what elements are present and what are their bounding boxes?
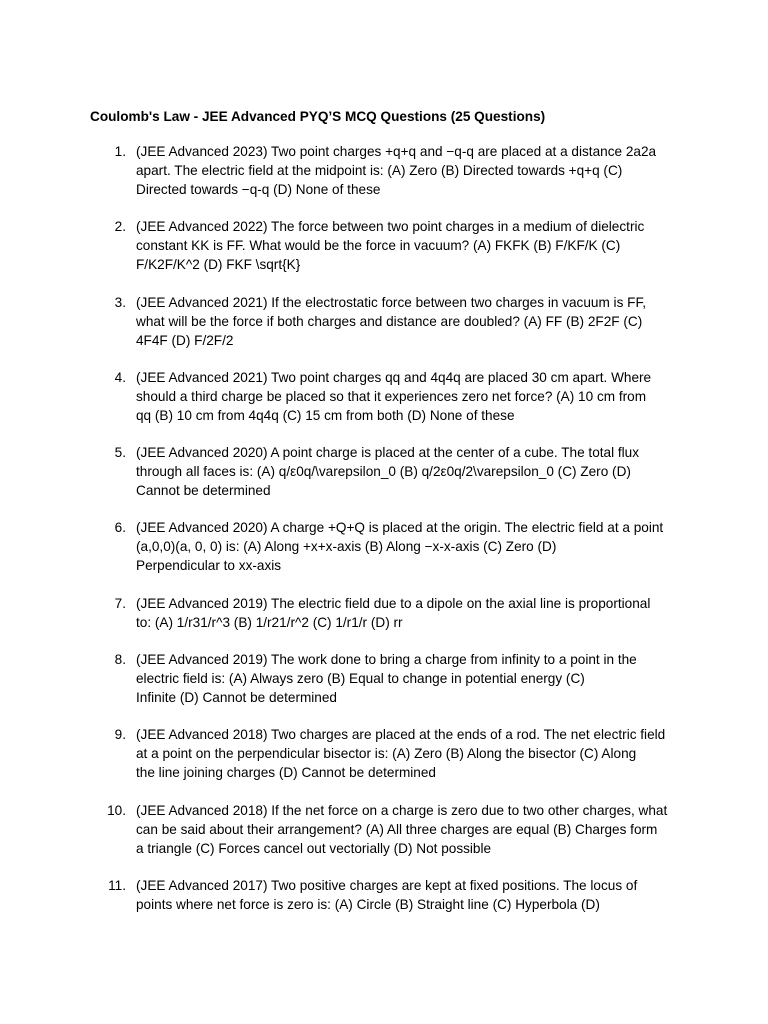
question-text: (JEE Advanced 2019) The work done to bring a charge from infinity to a point in the electric field is: (A) Always zero (B) Equal to change in potential energy (C) Infinite (D) Cannot be determined	[136, 652, 637, 706]
question-number: 1.	[114, 144, 126, 159]
question-item	[0, 650, 768, 707]
question-item	[0, 443, 768, 500]
question-number: 4.	[114, 369, 126, 385]
question-number: 5.	[114, 445, 126, 461]
question-number: 6.	[114, 520, 126, 536]
question-item	[0, 876, 768, 914]
question-text: (JEE Advanced 2019) The electric field due to a dipole on the axial line is proportional to: (A) 1/r31/r^3 (B) 1/r21/r^2 (C) 1/r1/r (D) rr	[136, 595, 651, 630]
question-number: 8.	[114, 652, 126, 668]
question-number: 9.	[114, 727, 126, 743]
question-item	[0, 217, 768, 274]
question-text: (JEE Advanced 2022) The force between two point charges in a medium of dielectric constant KK is FF. What would be the force in vacuum? (A) FKFK (B) F/KF/K (C) F/K2F/K^2 (D) FKF \sqrt{K}	[136, 219, 645, 273]
question-text: (JEE Advanced 2023) Two point charges +q+q and −q-q are placed at a distance 2a2a apart. The electric field at the midpoint is: (A) Zero (B) Directed towards +q+q (C) Directed towards −q-q (D) None of these	[136, 144, 657, 197]
question-number: 2.	[114, 219, 126, 235]
question-text: (JEE Advanced 2021) Two point charges qq and 4q4q are placed 30 cm apart. Where should a third charge be placed so that it experiences zero net force? (A) 10 cm from qq (B) 10 cm from 4q4q (C) 15 cm from both (D) None of these	[136, 369, 652, 423]
question-item	[0, 142, 768, 199]
question-text: (JEE Advanced 2020) A point charge is placed at the center of a cube. The total flux through all faces is: (A) q/ε0q/\varepsilon_0 (B) q/2ε0q/2\varepsilon_0 (C) Zero (D) Cannot be determined	[136, 445, 640, 499]
question-text: (JEE Advanced 2018) Two charges are placed at the ends of a rod. The net electric field at a point on the perpendicular bisector is: (A) Zero (B) Along the bisector (C) Along the line joining charges (D) Cannot be determined	[136, 727, 666, 781]
question-number: 3.	[114, 294, 126, 310]
question-text: (JEE Advanced 2018) If the net force on a charge is zero due to two other charges, what can be said about their arrangement? (A) All three charges are equal (B) Charges form a triangle (C) Forces cancel out vectorially (D) Not possible	[136, 802, 668, 856]
question-item	[0, 801, 768, 858]
question-number: 7.	[114, 595, 126, 611]
question-item	[0, 594, 768, 632]
question-text: (JEE Advanced 2017) Two positive charges are kept at fixed positions. The locus of points where net force is zero is: (A) Circle (B) Straight line (C) Hyperbola (D)	[136, 877, 638, 912]
document-title: Coulomb's Law - JEE Advanced PYQ’S MCQ Questions (25 Questions)	[90, 109, 546, 124]
question-number: 11.	[108, 877, 126, 893]
question-item	[0, 725, 768, 782]
question-number: 10.	[107, 802, 126, 818]
question-text: (JEE Advanced 2021) If the electrostatic force between two charges in vacuum is FF, what will be the force if both charges and distance are doubled? (A) FF (B) 2F2F (C) 4F4F (D) F/2F/2	[136, 294, 647, 348]
question-list	[0, 142, 768, 932]
question-item	[0, 368, 768, 425]
question-item	[0, 293, 768, 350]
question-item	[0, 518, 768, 575]
question-text: (JEE Advanced 2020) A charge +Q+Q is placed at the origin. The electric field at a point (a,0,0)(a, 0, 0) is: (A) Along +x+x-axis (B) Along −x-x-axis (C) Zero (D) Perpendicular to xx-axis	[136, 520, 664, 574]
